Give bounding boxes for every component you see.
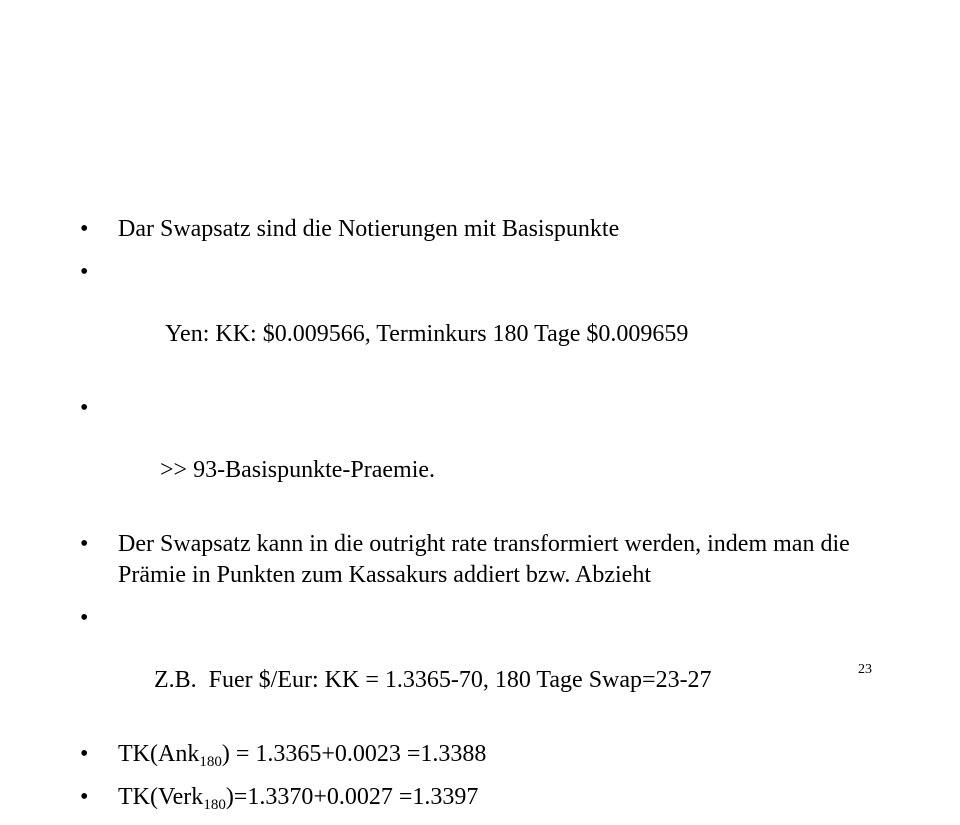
bullet-item-tk-ankauf [80, 739, 900, 770]
formula-suffix: )=1.3370+0.0027 =1.3397 [225, 784, 479, 810]
bullet-icon: • [80, 259, 89, 285]
formula-prefix: TK(Verk [118, 784, 204, 810]
bullet-item-tk-verkauf [80, 782, 900, 813]
bullet-icon: • [80, 216, 89, 242]
bullet-icon: • [80, 395, 89, 421]
bullet-list [80, 214, 900, 825]
bullet-icon: • [80, 784, 89, 810]
bullet-text: Z.B. Fuer $/Eur: KK = 1.3365-70, 180 Tage Swap=23-27 [154, 667, 712, 693]
bullet-item-outright-rate [80, 529, 878, 591]
bullet-text: Der Swapsatz kann in die outright rate transformiert werden, indem man die Prämie in Punkten zum Kassakurs addiert bzw. Abzieht [118, 531, 850, 588]
bullet-item-basispunkte-praemie [80, 393, 900, 517]
formula-prefix: TK(Ank [118, 741, 200, 767]
bullet-item-usd-eur-example [80, 603, 900, 727]
bullet-text: Yen: KK: $0.009566, Terminkurs 180 Tage $0.009659 [154, 321, 689, 347]
bullet-text: Dar Swapsatz sind die Notierungen mit Basispunkte [118, 216, 620, 242]
bullet-item-swapsatz-definition [80, 214, 900, 245]
bullet-item-yen-example [80, 257, 900, 381]
bullet-icon: • [80, 605, 89, 631]
page-number: 23 [858, 662, 872, 677]
bullet-text: >> 93-Basispunkte-Praemie. [154, 457, 436, 483]
formula-suffix: ) = 1.3365+0.0023 =1.3388 [221, 741, 487, 767]
formula-subscript: 180 [203, 797, 226, 813]
bullet-icon: • [80, 741, 89, 767]
formula-subscript: 180 [199, 754, 222, 770]
bullet-icon: • [80, 531, 89, 557]
